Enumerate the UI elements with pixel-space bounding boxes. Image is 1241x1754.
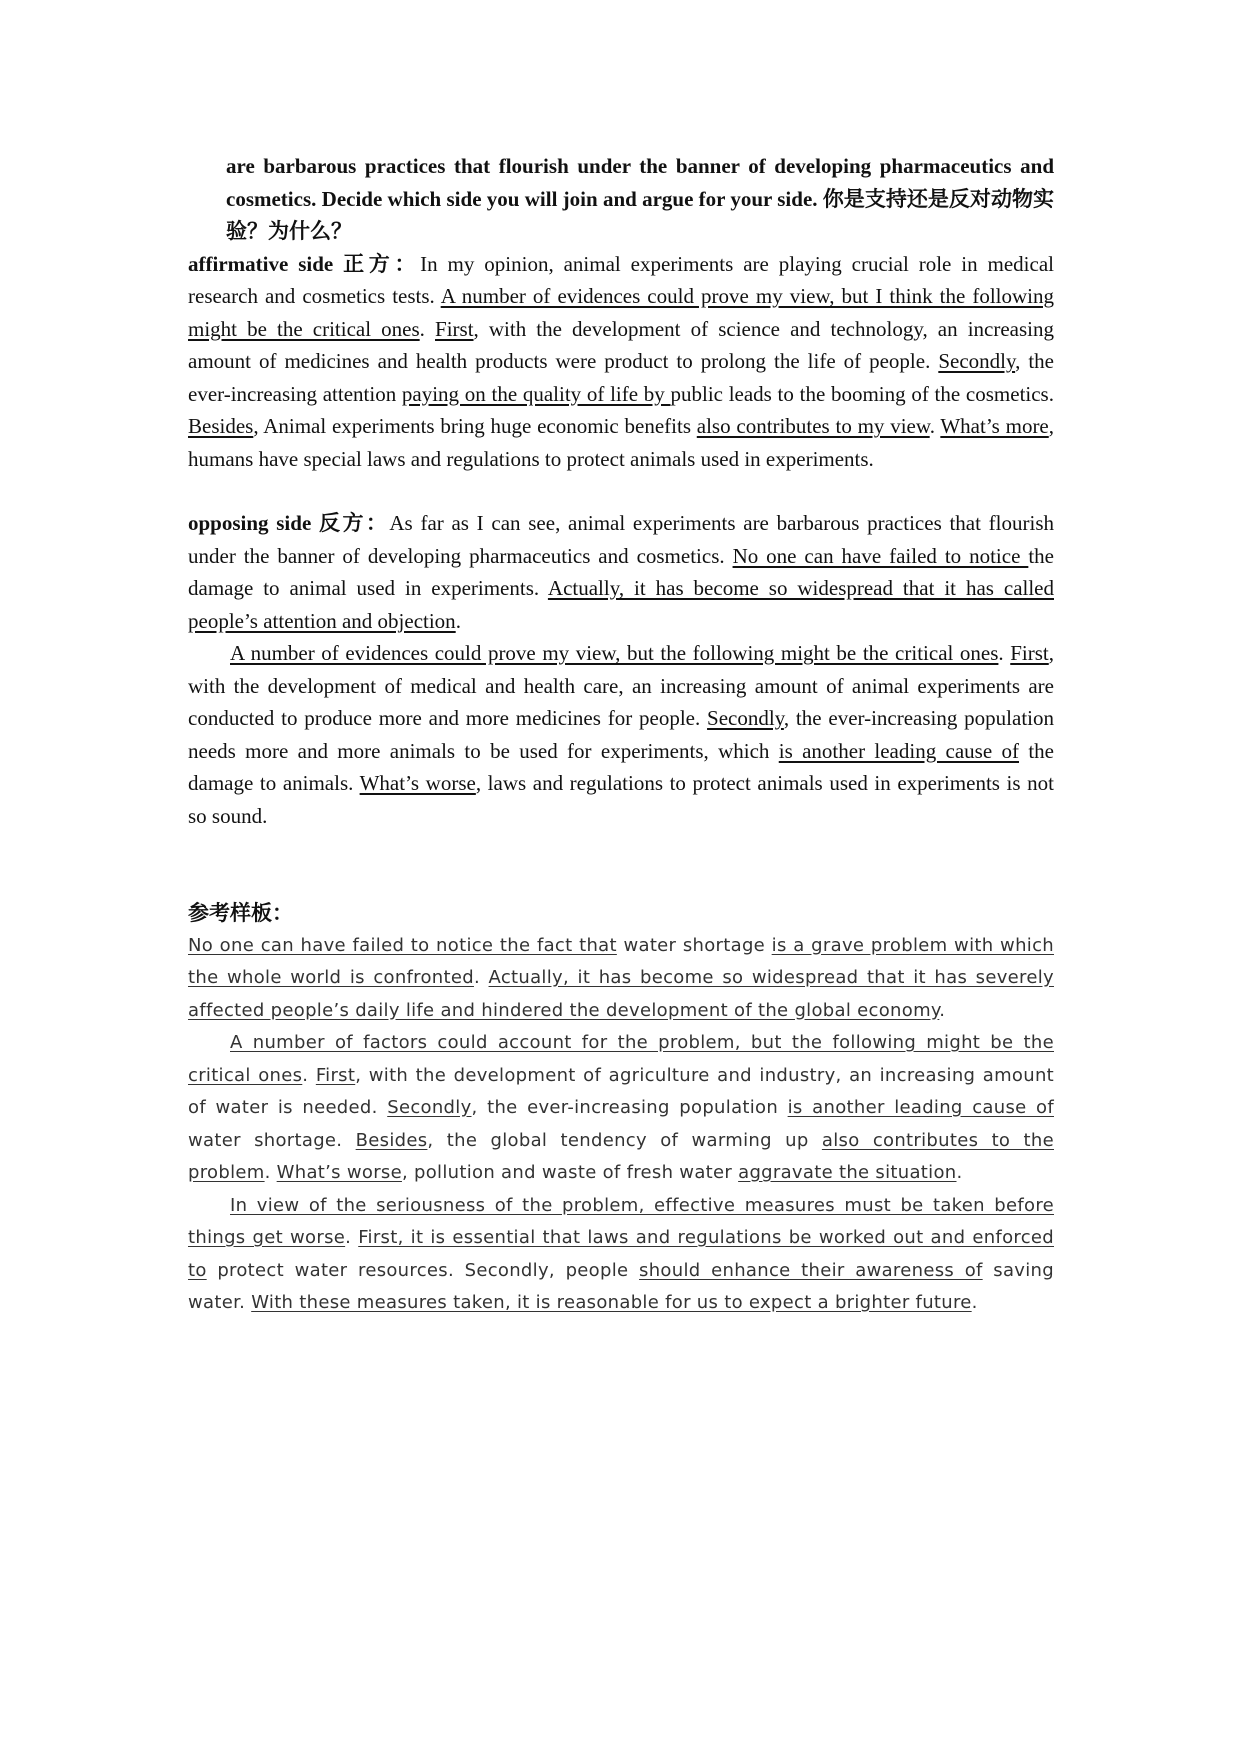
underlined-phrase: Actually, it has become so widespread that it has called people’s attention and objection <box>188 576 1054 633</box>
text-segment: . <box>345 1227 359 1248</box>
underlined-phrase: also contributes to my view <box>696 414 930 438</box>
text-segment: protect water resources. Secondly, people <box>206 1259 640 1281</box>
underlined-phrase: also contributes to the problem <box>188 1129 1054 1183</box>
underlined-phrase: What’s worse <box>276 1162 402 1183</box>
text-segment: . <box>956 1162 963 1183</box>
text-segment: , with the development of agriculture and industry, an increasing amount of water is needed. <box>188 1064 1055 1118</box>
text-segment: . <box>264 1162 277 1183</box>
underlined-phrase: With these measures taken, it is reasonable for us to expect a brighter future <box>251 1292 972 1313</box>
underlined-phrase: aggravate the situation <box>738 1162 957 1183</box>
underlined-phrase: Besides <box>355 1129 428 1151</box>
text-segment: . <box>929 414 941 438</box>
underlined-phrase: Secondly <box>938 349 1016 373</box>
text-segment: , Animal experiments bring huge economic benefits <box>253 414 697 438</box>
underlined-phrase: No one can have failed to notice <box>732 543 1029 568</box>
text-segment: . <box>419 316 436 341</box>
underlined-phrase: Besides <box>188 414 254 438</box>
text-segment: , the ever-increasing population <box>471 1097 788 1118</box>
text-segment: . <box>455 608 461 633</box>
underlined-phrase: A number of factors could account for the problem, but the following might be the critical ones <box>188 1032 1054 1086</box>
opposing-paragraph <box>188 507 1054 637</box>
text-segment: As far as I can see, animal experiments are barbarous practices that flourish under the banner of developing pharmaceutics and cosmetics. <box>188 511 1054 568</box>
underlined-phrase: What’s more <box>940 414 1049 438</box>
underlined-phrase: is a grave problem with which the whole world is confronted <box>188 934 1054 988</box>
text-segment: , the global tendency of warming up <box>427 1129 822 1151</box>
text-segment: , humans have special laws and regulations to protect animals used in experiments. <box>188 414 1055 471</box>
underlined-phrase: Secondly <box>707 706 784 730</box>
template-paragraph-3 <box>188 1190 1054 1320</box>
text-segment: , laws and regulations to protect animals used in experiments is not so sound. <box>188 771 1054 828</box>
text-segment: In my opinion, animal experiments are playing crucial role in medical research and cosmetics tests. <box>188 251 1054 308</box>
underlined-phrase: is another leading cause of <box>778 738 1019 763</box>
underlined-phrase: paying on the quality of life by <box>401 381 671 406</box>
underlined-phrase: What’s worse <box>359 771 476 795</box>
text-segment: , the ever-increasing attention <box>188 349 1054 406</box>
text-segment: the damage to animal used in experiments. <box>188 543 1054 600</box>
affirmative-body <box>188 252 1054 471</box>
underlined-phrase: A number of evidences could prove my view, but the following might be the critical ones <box>230 641 999 665</box>
template-heading: 参考样板： <box>188 901 293 925</box>
underlined-phrase: A number of evidences could prove my view, but I think the following might be the critical ones <box>188 284 1055 341</box>
text-segment: . <box>302 1064 316 1086</box>
question-text: are barbarous practices that flourish under the banner of developing pharmaceutics and cosmetics. Decide which side you will join and argue for your side. 你是支持还是反对动物实验？为什么？ <box>226 154 1054 243</box>
underlined-phrase: Actually, it has become so widespread that it has severely affected people’s daily life and hindered the development of the global economy <box>188 967 1054 1021</box>
text-segment: . <box>939 999 946 1021</box>
text-segment: , with the development of medical and health care, an increasing amount of animal experiments are conducted to produce more and more medicines for people. <box>188 641 1055 730</box>
underlined-phrase: First <box>1010 641 1049 665</box>
affirmative-label: affirmative side 正方： <box>188 251 421 276</box>
text-segment: . <box>971 1292 978 1313</box>
document-page <box>188 150 1054 1320</box>
text-segment: , the ever-increasing population needs more and more animals to be used for experiments, which <box>188 706 1055 763</box>
underlined-phrase: First <box>435 316 474 341</box>
underlined-phrase: should enhance their awareness of <box>639 1259 983 1281</box>
spacer <box>188 475 1054 507</box>
text-segment: water shortage <box>616 934 772 956</box>
affirmative-paragraph <box>188 248 1054 476</box>
underlined-phrase: In view of the seriousness of the problem, effective measures must be taken before things get worse <box>188 1194 1054 1248</box>
underlined-phrase: First <box>315 1064 356 1086</box>
underlined-phrase: First, it is essential that laws and regulations be worked out and enforced to <box>188 1227 1054 1281</box>
text-segment: the damage to animals. <box>188 738 1054 795</box>
text-segment: . <box>473 967 489 988</box>
text-segment: public leads to the booming of the cosmetics. <box>670 381 1054 406</box>
text-segment: . <box>998 641 1011 665</box>
text-segment: , with the development of science and technology, an increasing amount of medicines and health products were product to prolong the life of people. <box>188 316 1055 373</box>
text-segment: , pollution and waste of fresh water <box>401 1162 739 1183</box>
opposing-label: opposing side 反方： <box>188 511 390 535</box>
spacer <box>188 832 1054 897</box>
opposing-paragraph-2 <box>188 637 1054 832</box>
text-segment: water shortage. <box>188 1129 356 1151</box>
underlined-phrase: No one can have failed to notice the fact that <box>188 934 617 956</box>
underlined-phrase: Secondly <box>387 1097 472 1118</box>
template-paragraph-2 <box>188 1027 1054 1190</box>
underlined-phrase: is another leading cause of <box>787 1097 1054 1118</box>
text-segment: saving water. <box>188 1259 1054 1313</box>
template-paragraph-1 <box>188 930 1054 1028</box>
